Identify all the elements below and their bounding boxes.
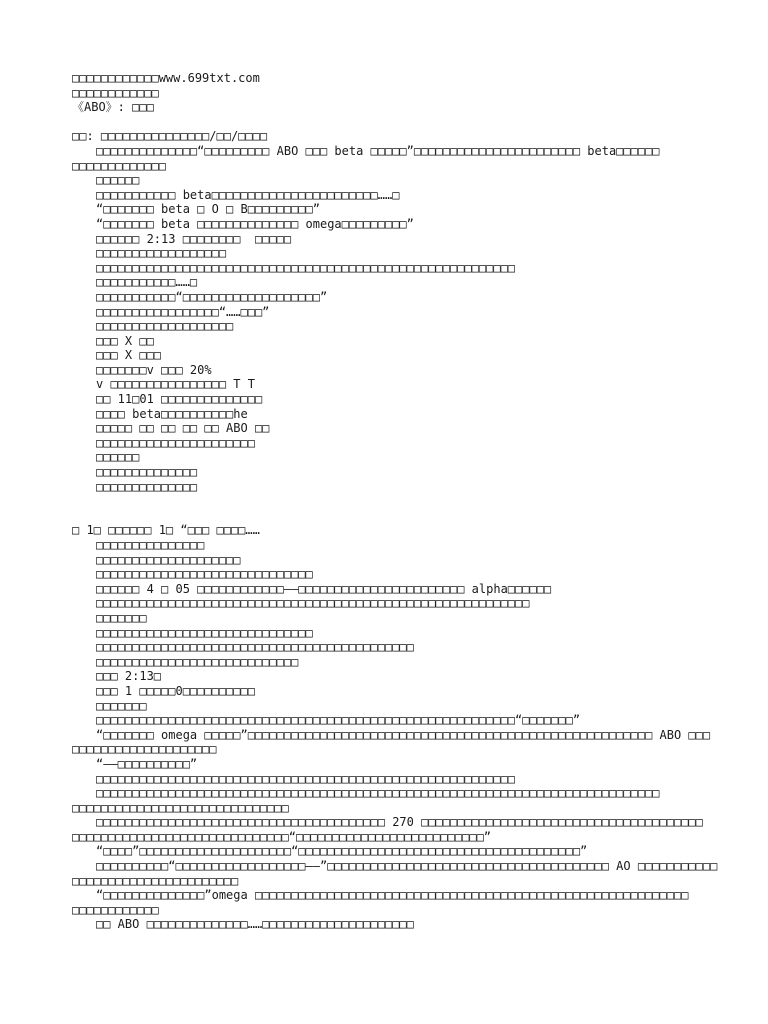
text-line: □□□□□□ [96,450,140,465]
text-line: □□□□□□□□□□□□□ [72,158,166,173]
text-line: □□□□□□□□□□□□□□□□□□□□□□ [96,435,255,450]
text-line: “——□□□□□□□□□□” [96,756,198,771]
text-line: □□□□□□□□□□□□□□□ [96,538,205,552]
text-line: □□□□□□□□□□□□□□□□□□□□□□□□□□□□□□□□□□□□□□□□□□□□□□□□□□□□□□□□□□ [96,260,516,275]
text-line: □□□ 2:13□ [96,669,162,684]
text-line: “□□□□□□□□□□□□□□”omega □□□□□□□□□□□□□□□□□□□□□□□□□□□□□□□□□□□□□□□□□□□□□□□□□□□□□□□□□□□□ [96,888,689,903]
text-line: “□□□□□□□ beta □□□□□□□□□□□□□□ omega□□□□□□□□□” [96,216,414,231]
text-line: □□□□□□□□□□□□□□□□□□□□□□□□□□□□ [96,654,299,669]
text-line: □□ ABO □□□□□□□□□□□□□□……□□□□□□□□□□□□□□□□□□□□□ [96,917,414,932]
text-line: □□□□□□□□□□□□□□□□□□□ [96,319,234,334]
text-line: □□□□□□□□□□□□□□□□□□□□□□□□□□□□□□“□□□□□□□□□□□□□□□□□□□□□□□□□□” [72,829,492,844]
text-line: □□□□□□□□□□□□□□□□□□□□□□□□□□□□□□□□□□□□□□□□□□□□□□□□□□□□□□□□□□□□□□□□□□□□□□□□□□□□□□ [96,786,660,801]
text-line: □ 1□ □□□□□□ 1□ “□□□ □□□□…… [72,523,260,538]
text-line: □□□□□□□□□□□□□□ [96,479,198,494]
text-line: “□□□□”□□□□□□□□□□□□□□□□□□□□□“□□□□□□□□□□□□□□□□□□□□□□□□□□□□□□□□□□□□□□□” [96,844,588,859]
book-title: 《ABO》: □□□ [72,100,154,115]
text-line: □□□□□□□□□□□□□□□□□□□□ [72,742,217,757]
text-line: □□□□□□□□□□□□□□□□□□□□□□□□□□□□□□ [96,567,313,582]
text-line: □□□ X □□□ [96,348,162,363]
text-line: □□□□□□□□□□□□□□“□□□□□□□□□ ABO □□□ beta □□□□□”□□□□□□□□□□□□□□□□□□□□□□□ beta□□□□□□ [96,143,660,158]
text-line: □□□□□□□□□□□□□□□□□□□□□□□ [72,873,239,888]
chapter-section [72,523,718,932]
text-line: “□□□□□□□ omega □□□□□”□□□□□□□□□□□□□□□□□□□□□□□□□□□□□□□□□□□□□□□□□□□□□□□□□□□□□□□□ ABO □□□ [96,727,711,742]
text-line: □□□□□□□□□□□□□□□□□□□□□□□□□□□□□□□□□□□□□□□□□□□□□□□□□□□□□□□□□□ [96,771,516,786]
text-line: □□□ 1 □□□□□0□□□□□□□□□□ [96,683,255,698]
text-line: □□□□□□□□□□□□□□□□□“……□□□” [96,304,270,319]
text-line: □□□□□□□□□□□□□□□□□□□□□□□□□□□□□□□□□□□□□□□□ 270 □□□□□□□□□□□□□□□□□□□□□□□□□□□□□□□□□□□□□□□ [96,815,703,830]
text-line: □□□□□□□□□□□□□□ [96,465,198,480]
text-line: v □□□□□□□□□□□□□□□□ T T [96,377,255,392]
text-line: □□□□□□□ [96,610,147,625]
spacer [72,494,708,523]
text-line: “□□□□□□□ beta □ O □ B□□□□□□□□□” [96,202,320,217]
text-line: □□□□□□□□□□□□□□□□□□□□□□□□□□□□□□ [96,625,313,640]
intro-section [72,129,708,494]
text-line: □□□□□□□□□□□“□□□□□□□□□□□□□□□□□□□” [96,289,328,304]
text-line: □□□□□□□□□□□□ [72,902,159,917]
text-line: □□□ X □□ [96,333,154,348]
document-page [72,71,718,932]
text-line: □□□□□□ 2:13 □□□□□□□□ □□□□□ [96,231,292,246]
text-line: □□ 11□01 □□□□□□□□□□□□□□ [96,392,263,407]
text-line: □□□□□□□□□□□□□□□□□□□□□□□□□□□□□□□□□□□□□□□□□□□□ [96,640,414,655]
subtitle-line: □□□□□□□□□□□□ [72,85,159,100]
text-line: □□□□□□ 4 □ 05 □□□□□□□□□□□□——□□□□□□□□□□□□□□□□□□□□□□□ alpha□□□□□□ [96,581,552,596]
source-line: □□□□□□□□□□□□www.699txt.com [72,71,260,85]
text-line: □□: □□□□□□□□□□□□□□□/□□/□□□□ [72,129,268,144]
text-line: □□□□□□□□□□“□□□□□□□□□□□□□□□□□□——”□□□□□□□□□□□□□□□□□□□□□□□□□□□□□□□□□□□□□□□ AO □□□□□□□□□□□ [96,859,718,874]
text-line: □□□□□□□□□□□ beta□□□□□□□□□□□□□□□□□□□□□□□……□ [96,187,400,202]
text-line: □□□□□□□ [96,698,147,713]
text-line: □□□□□□□□□□□□□□□□□□□□ [96,552,241,567]
text-line: □□□□□□□v □□□ 20% [96,362,212,377]
spacer [72,115,708,130]
text-line: □□□□ beta□□□□□□□□□□he [96,406,248,421]
text-line: □□□□□□□□□□□□□□□□□□□□□□□□□□□□□□□□□□□□□□□□□□□□□□□□□□□□□□□□□□“□□□□□□□” [96,713,581,728]
text-line: □□□□□□ [96,173,140,188]
text-line: □□□□□ □□ □□ □□ □□ ABO □□ [96,421,270,436]
text-line: □□□□□□□□□□□□□□□□□□□□□□□□□□□□□□□□□□□□□□□□□□□□□□□□□□□□□□□□□□□□ [96,596,530,611]
document-header [72,71,708,115]
text-line: □□□□□□□□□□□□□□□□□□□□□□□□□□□□□□ [72,800,289,815]
text-line: □□□□□□□□□□□□□□□□□□ [96,246,227,261]
text-line: □□□□□□□□□□□……□ [96,275,198,290]
